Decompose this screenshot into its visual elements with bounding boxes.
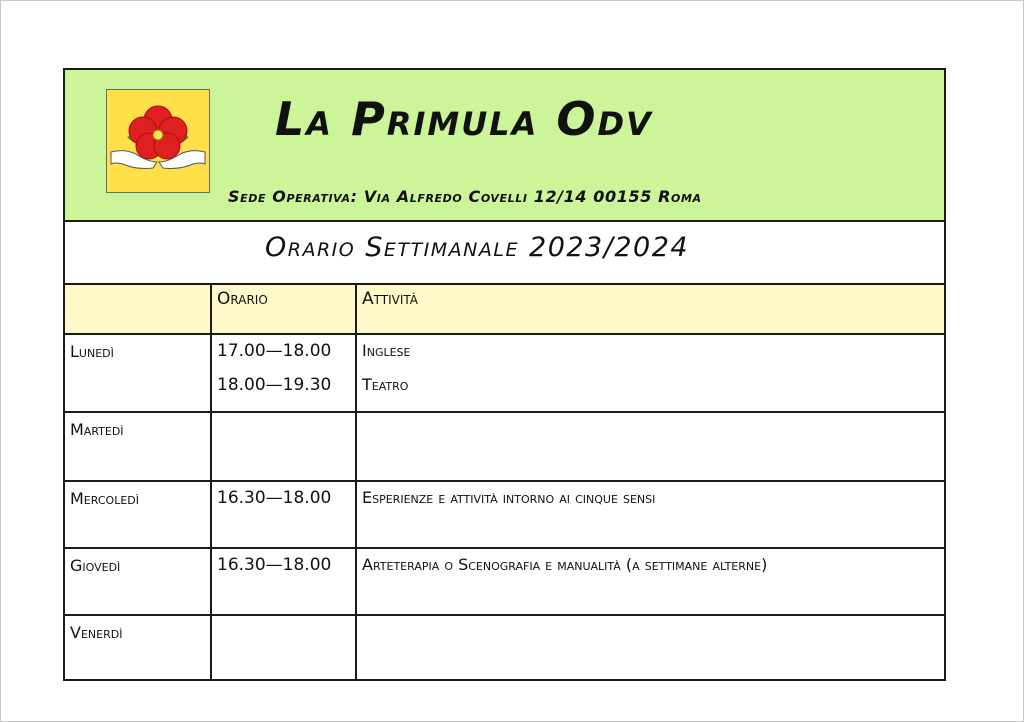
org-title: La Primula Odv — [275, 92, 653, 146]
time-slot: 16.30—18.00 — [217, 488, 332, 508]
day-label: Mercoledì — [70, 489, 139, 508]
time-slot: 17.00—18.00 — [217, 341, 332, 361]
day-cell — [65, 334, 211, 412]
day-cell — [65, 615, 211, 679]
table-row — [65, 615, 944, 679]
day-cell — [65, 481, 211, 548]
header-orario: Orario — [211, 285, 356, 334]
table-row — [65, 412, 944, 481]
day-label: Martedì — [70, 420, 124, 439]
day-label: Giovedì — [70, 556, 121, 575]
time-cell — [211, 615, 356, 679]
time-slot: 16.30—18.00 — [217, 555, 332, 575]
activity-cell — [356, 412, 944, 481]
time-cell — [211, 548, 356, 615]
day-cell — [65, 548, 211, 615]
day-cell — [65, 412, 211, 481]
activity: Teatro — [362, 375, 409, 394]
time-slot: 18.00—19.30 — [217, 375, 332, 395]
activity-cell — [356, 615, 944, 679]
activity: Inglese — [362, 341, 411, 360]
subtitle-bar — [65, 222, 944, 285]
table-row — [65, 481, 944, 548]
schedule-table — [65, 285, 944, 679]
day-label: Lunedì — [70, 342, 114, 361]
activity-cell — [356, 548, 944, 615]
time-cell — [211, 334, 356, 412]
time-cell — [211, 481, 356, 548]
time-cell — [211, 412, 356, 481]
activity-cell — [356, 334, 944, 412]
schedule-sheet — [63, 68, 946, 681]
address-line: Sede Operativa: Via Alfredo Covelli 12/14 00155 Roma — [228, 187, 702, 206]
header-banner — [65, 70, 944, 222]
activity: Esperienze e attività intorno ai cinque sensi — [362, 488, 656, 507]
flower-hands-logo-icon — [106, 89, 210, 193]
table-row — [65, 548, 944, 615]
schedule-title: Orario Settimanale 2023/2024 — [265, 232, 690, 263]
day-label: Venerdì — [70, 623, 123, 642]
activity-cell — [356, 481, 944, 548]
table-row — [65, 334, 944, 412]
header-attivita: Attività — [356, 285, 944, 334]
table-header-row — [65, 285, 944, 334]
header-day — [65, 285, 211, 334]
activity: Arteterapia o Scenografia e manualità (a settimane alterne) — [362, 555, 768, 574]
